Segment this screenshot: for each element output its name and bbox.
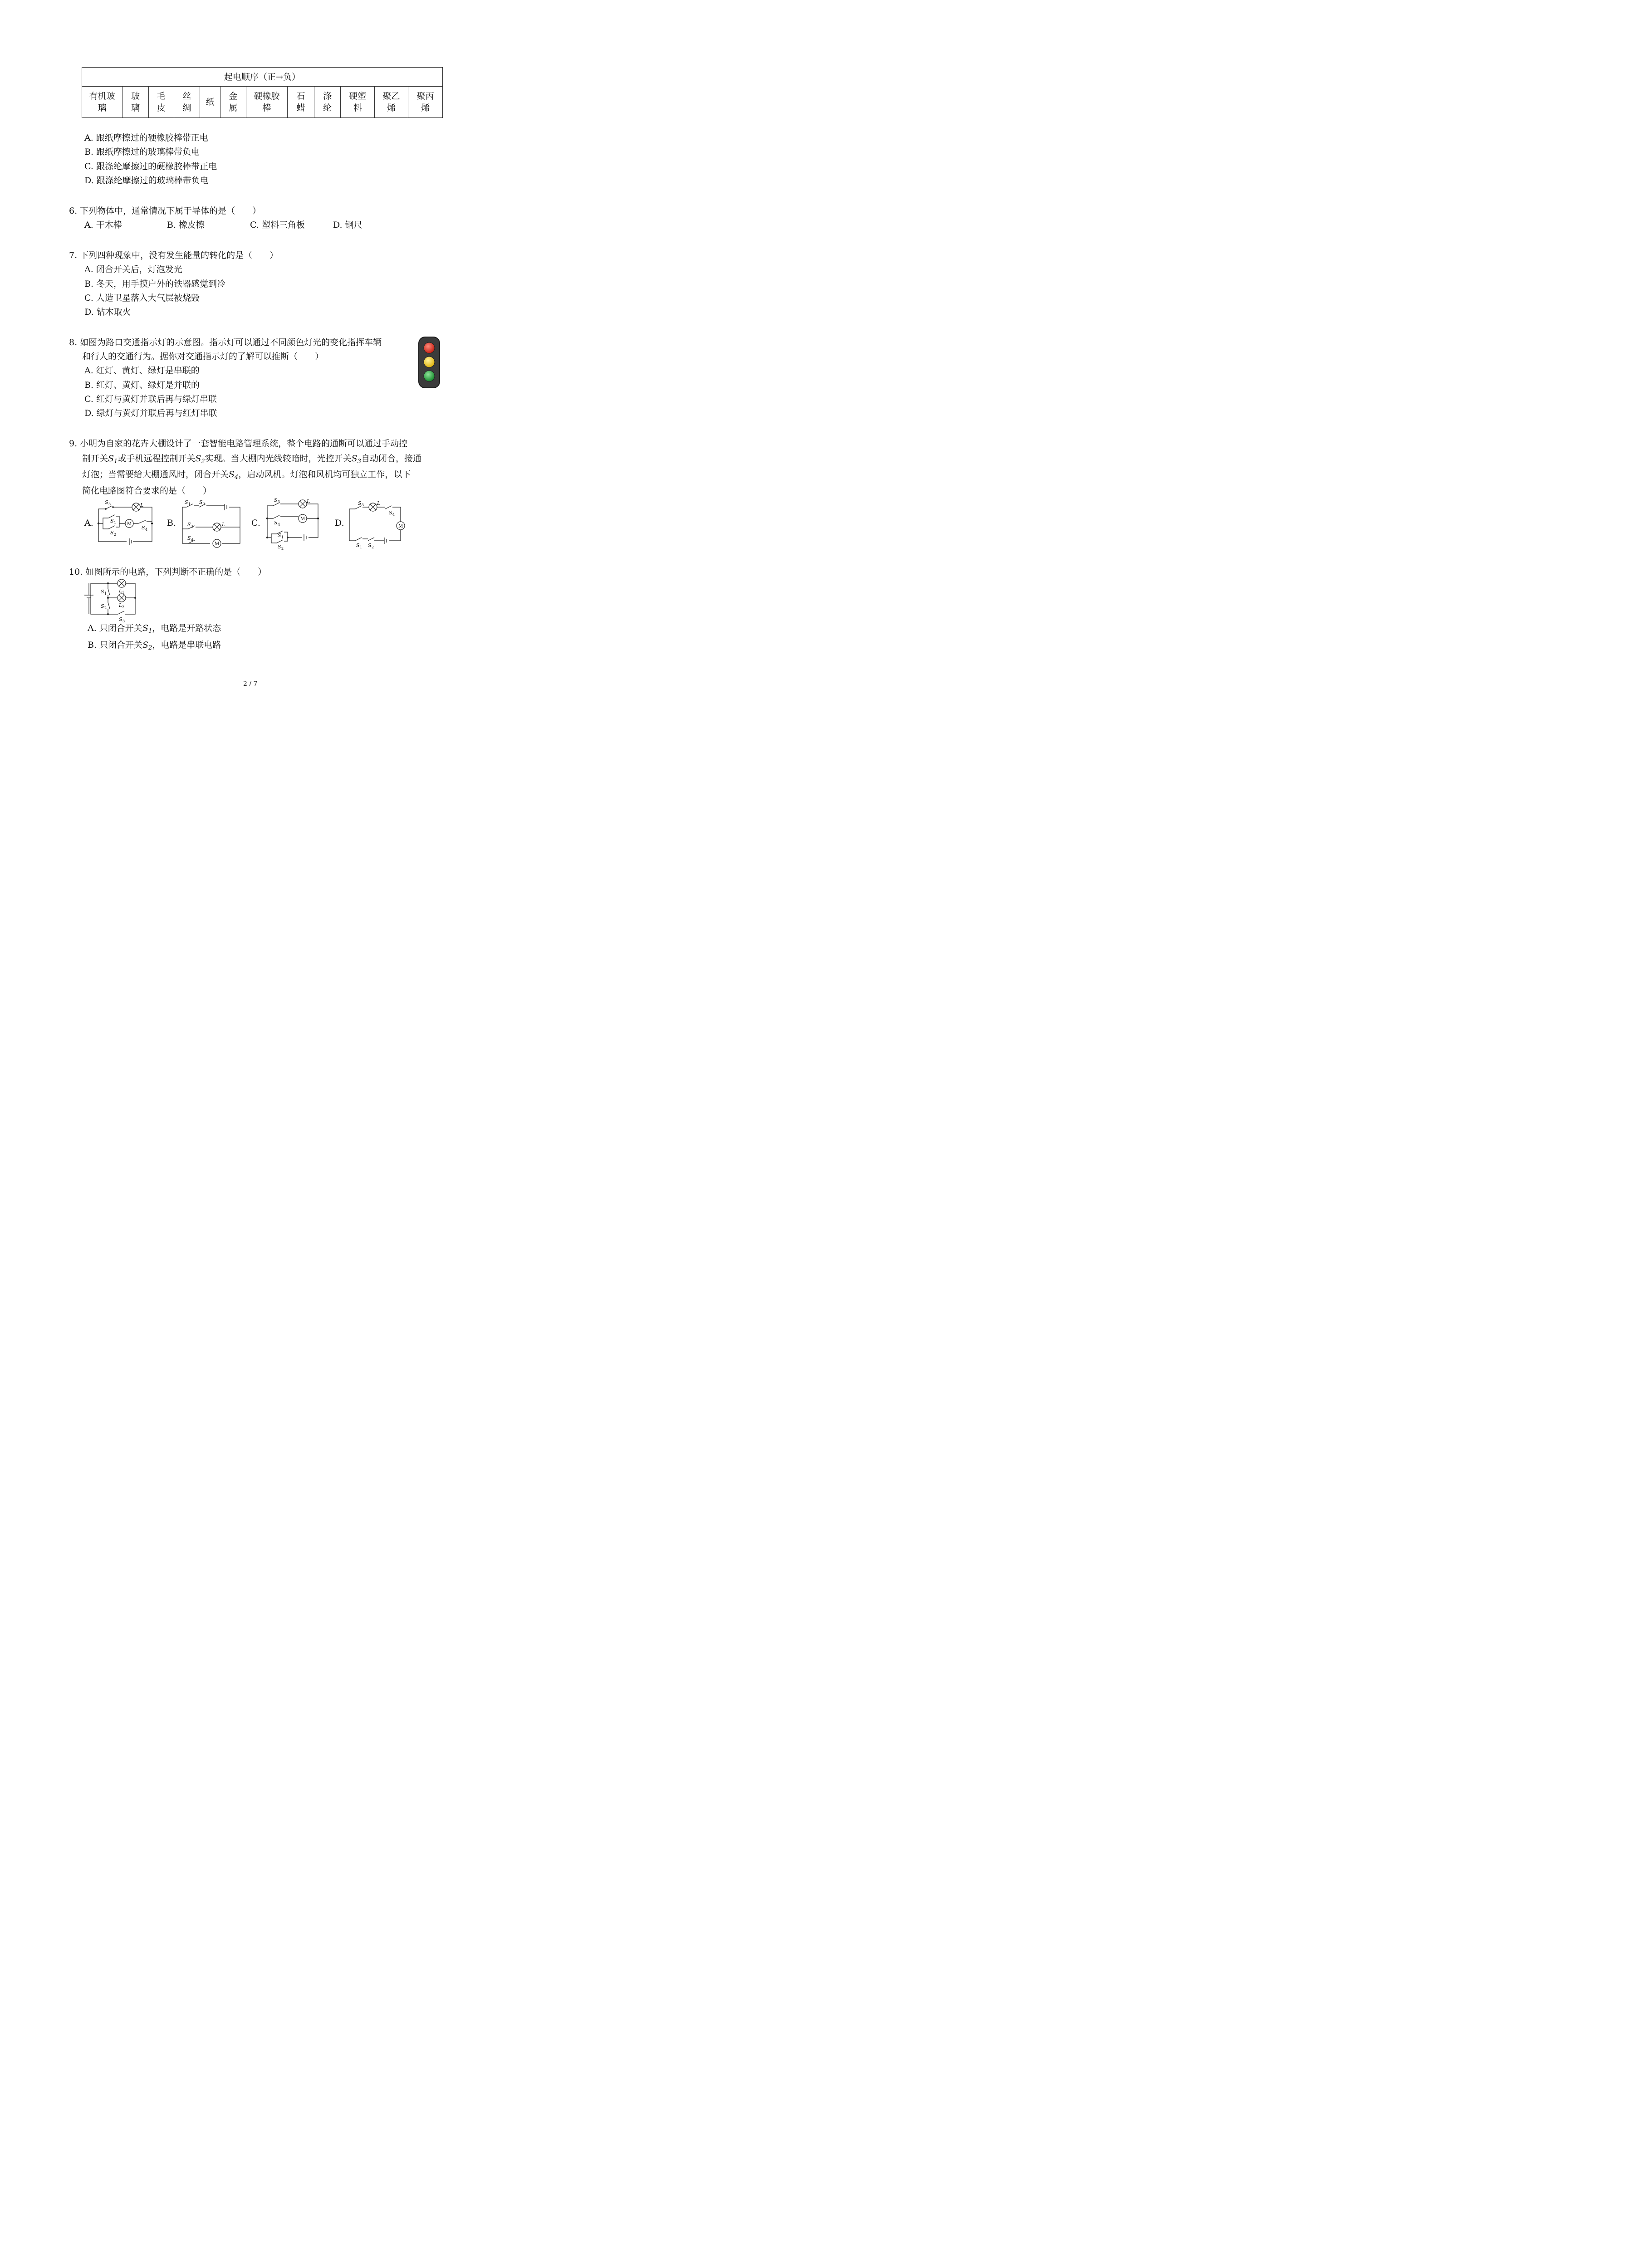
svg-text:4: 4: [278, 523, 280, 527]
q10-option-b: B. 只闭合开关$S_2$，电路是串联电路: [88, 640, 221, 651]
svg-text:S: S: [185, 499, 188, 505]
label-l: L: [140, 502, 144, 508]
table-cell: 涤 纶: [314, 87, 341, 118]
svg-text:4: 4: [145, 528, 148, 532]
svg-text:3: 3: [278, 500, 280, 504]
page-number: 2 / 7: [243, 680, 258, 688]
table-row: [82, 87, 443, 118]
svg-text:1: 1: [188, 502, 191, 506]
svg-text:S: S: [187, 535, 191, 541]
svg-text:1: 1: [122, 591, 125, 595]
svg-text:S: S: [358, 500, 362, 506]
q5-option-b: B. 跟纸摩擦过的玻璃棒带负电: [84, 147, 200, 157]
svg-text:2: 2: [114, 533, 117, 537]
q9-option-d-label: D.: [335, 518, 344, 528]
svg-text:1: 1: [104, 591, 107, 596]
svg-text:S: S: [199, 499, 203, 505]
q8-option-d: D. 绿灯与黄灯并联后再与红灯串联: [84, 408, 217, 418]
table-cell: 金 属: [220, 87, 246, 118]
table-cell: 硬橡胶 棒: [246, 87, 287, 118]
q10-circuit: [82, 579, 141, 622]
svg-text:S: S: [274, 497, 278, 503]
svg-text:3: 3: [108, 502, 111, 506]
green-light: [424, 371, 435, 381]
q9-circuit-b: [180, 498, 244, 549]
svg-text:2: 2: [372, 545, 374, 549]
q10-label-s2: S: [101, 603, 104, 609]
label-s1: S: [110, 518, 114, 524]
motor-symbol: M: [127, 522, 132, 527]
table-cell: 玻 璃: [122, 87, 149, 118]
svg-text:3: 3: [362, 503, 364, 507]
table-cell: 聚丙 烯: [408, 87, 443, 118]
table-cell: 聚乙 烯: [374, 87, 408, 118]
table-cell: 有机玻 璃: [82, 87, 122, 118]
svg-text:L: L: [222, 522, 225, 528]
q10-label-l2: L: [119, 602, 122, 608]
q6-stem: 6. 下列物体中，通常情况下属于导体的是（ ）: [69, 206, 261, 216]
triboelectric-series-table: [82, 67, 443, 118]
label-s4: S: [142, 525, 145, 531]
q10-label-s3: S: [119, 616, 122, 622]
q6-option-d: D. 钢尺: [333, 220, 362, 230]
q6-option-c: C. 塑料三角板: [250, 220, 305, 230]
svg-text:M: M: [398, 524, 403, 529]
q6-option-b: B. 橡皮擦: [167, 220, 205, 230]
svg-text:2: 2: [203, 502, 206, 506]
q10-label-s1: S: [101, 589, 104, 595]
q9-option-c-label: C.: [251, 518, 260, 528]
q8-option-a: A. 红灯、黄灯、绿灯是串联的: [84, 366, 200, 376]
red-light: [424, 342, 435, 353]
svg-text:S: S: [356, 543, 360, 548]
table-cell: 硬塑 料: [341, 87, 375, 118]
q9-stem-line4: 简化电路图符合要求的是（ ）: [82, 486, 212, 496]
label-s2: S: [110, 530, 114, 536]
svg-text:M: M: [300, 517, 305, 522]
q8-option-b: B. 红灯、黄灯、绿灯是并联的: [84, 380, 200, 390]
q5-option-c: C. 跟涤纶摩擦过的硬橡胶棒带正电: [84, 161, 217, 171]
svg-text:1: 1: [360, 545, 362, 549]
q6-option-a: A. 干木棒: [84, 220, 122, 230]
svg-text:3: 3: [191, 524, 194, 528]
svg-text:M: M: [215, 542, 220, 547]
q7-option-d: D. 钻木取火: [84, 307, 131, 317]
q5-option-a: A. 跟纸摩擦过的硬橡胶棒带正电: [84, 133, 208, 143]
q7-option-b: B. 冬天，用手摸户外的铁器感觉到冷: [84, 279, 226, 289]
q10-label-l1: L: [119, 588, 122, 594]
svg-text:S: S: [278, 544, 281, 550]
q9-stem-line3: 灯泡；当需要给大棚通风时，闭合开关$S_4$，启动风机。灯泡和风机均可独立工作，以下: [82, 469, 411, 481]
traffic-light-figure: [418, 337, 440, 388]
svg-text:2: 2: [122, 605, 125, 609]
q9-stem-line1: 9. 小明为自家的花卉大棚设计了一套智能电路管理系统，整个电路的通断可以通过手动控: [69, 439, 408, 449]
table-cell: 丝 绸: [174, 87, 200, 118]
q9-circuit-a: [93, 498, 157, 549]
q9-circuit-c: [265, 497, 322, 551]
svg-text:S: S: [274, 520, 278, 526]
q7-option-c: C. 人造卫星落入大气层被烧毁: [84, 293, 200, 303]
svg-text:S: S: [389, 510, 392, 516]
q9-stem-line2: 制开关$S_1$或手机远程控制开关$S_2$实现。当大棚内光线较暗时，光控开关$S_3$自动闭合，接通: [82, 454, 421, 465]
svg-text:2: 2: [104, 606, 107, 610]
svg-text:L: L: [377, 500, 381, 506]
svg-text:L: L: [307, 499, 310, 504]
label-s3: S: [105, 499, 108, 505]
svg-text:4: 4: [191, 538, 194, 542]
svg-text:S: S: [187, 522, 191, 528]
svg-text:4: 4: [392, 513, 395, 517]
q9-circuit-d: [347, 498, 406, 549]
q9-option-b-label: B.: [167, 518, 176, 528]
svg-text:S: S: [368, 543, 372, 548]
svg-text:1: 1: [281, 535, 284, 539]
table-header: 起电顺序（正→负）: [82, 68, 443, 87]
svg-text:S: S: [278, 533, 281, 538]
svg-text:1: 1: [114, 521, 117, 525]
svg-text:3: 3: [122, 619, 125, 622]
q8-option-c: C. 红灯与黄灯并联后再与绿灯串联: [84, 394, 217, 404]
q8-stem-line1: 8. 如图为路口交通指示灯的示意图。指示灯可以通过不同颜色灯光的变化指挥车辆: [69, 337, 382, 347]
q7-stem: 7. 下列四种现象中，没有发生能量的转化的是（ ）: [69, 250, 279, 260]
table-cell: 石 蜡: [288, 87, 314, 118]
svg-text:2: 2: [281, 547, 284, 551]
q10-stem: 10. 如图所示的电路，下列判断不正确的是（ ）: [69, 567, 267, 577]
q9-option-a-label: A.: [84, 518, 93, 528]
table-cell: 纸: [200, 87, 220, 118]
q5-option-d: D. 跟涤纶摩擦过的玻璃棒带负电: [84, 176, 209, 186]
q8-stem-line2: 和行人的交通行为。据你对交通指示灯的了解可以推断（ ）: [82, 352, 324, 362]
q7-option-a: A. 闭合开关后，灯泡发光: [84, 264, 182, 274]
q10-option-a: A. 只闭合开关$S_1$，电路是开路状态: [88, 623, 221, 635]
yellow-light: [424, 357, 435, 367]
table-cell: 毛 皮: [149, 87, 174, 118]
